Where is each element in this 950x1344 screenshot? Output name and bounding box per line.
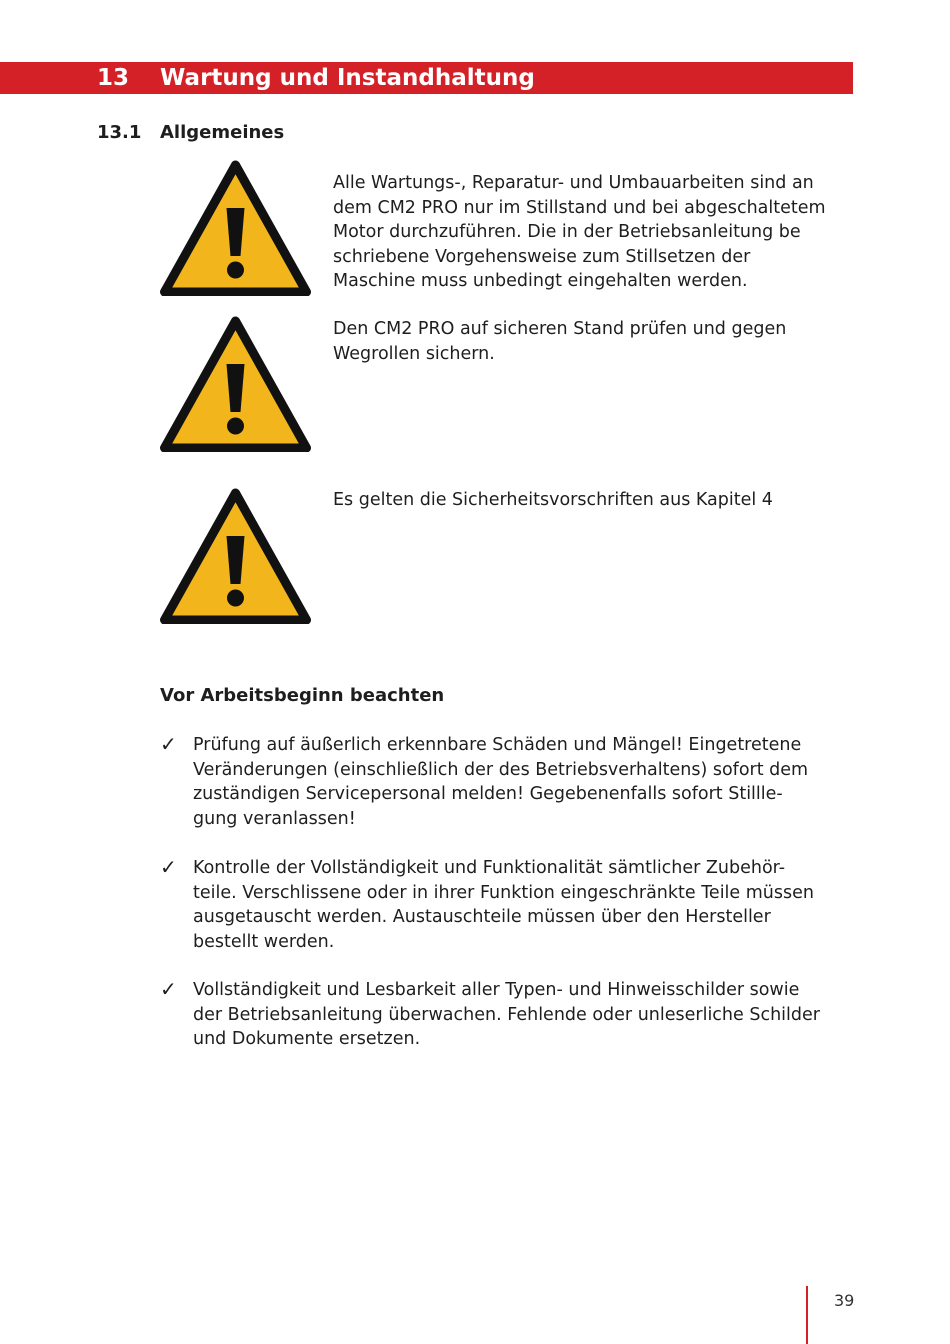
text-line: bestellt werden. xyxy=(193,931,335,952)
text-line: Motor durchzuführen. Die in der Betriebsanleitung be xyxy=(333,222,801,242)
text-line: Veränderungen (einschließlich der des Betriebsverhaltens) sofort dem xyxy=(193,759,809,780)
warning-triangle-icon xyxy=(160,160,311,296)
checkmark-icon: ✓ xyxy=(160,855,177,879)
text-line: Den CM2 PRO auf sicheren Stand prüfen und gegen xyxy=(333,319,787,339)
text-line: Prüfung auf äußerlich erkennbare Schäden und Mängel! Eingetretene xyxy=(193,735,802,755)
text-line: Maschine muss unbedingt eingehalten werden. xyxy=(333,271,748,291)
section-title: Allgemeines xyxy=(160,122,285,143)
text-line: zuständigen Servicepersonal melden! Gegebenenfalls sofort Stillle- xyxy=(193,784,783,804)
checkmark-icon: ✓ xyxy=(160,732,177,756)
text-line: dem CM2 PRO nur im Stillstand und bei abgeschaltetem xyxy=(333,197,826,218)
text-line: Kontrolle der Vollständigkeit und Funktionalität sämtlicher Zubehör- xyxy=(193,858,786,878)
section-number: 13.1 xyxy=(97,122,142,143)
text-line: der Betriebsanleitung überwachen. Fehlende oder unleserliche Schilder xyxy=(193,1004,820,1025)
text-line: Vollständigkeit und Lesbarkeit aller Typen- und Hinweisschilder sowie xyxy=(193,980,800,1000)
page-number: 39 xyxy=(834,1291,855,1310)
checkmark-icon: ✓ xyxy=(160,977,177,1001)
text-line: Wegrollen sichern. xyxy=(333,343,495,364)
checklist-item xyxy=(193,733,858,831)
text-line: Es gelten die Sicherheitsvorschriften aus Kapitel 4 xyxy=(333,490,773,510)
text-line: teile. Verschlissene oder in ihrer Funktion eingeschränkte Teile müssen xyxy=(193,882,814,903)
page-number-rule xyxy=(806,1286,808,1344)
chapter-number: 13 xyxy=(97,65,130,91)
checklist-item xyxy=(193,856,858,954)
text-line: gung veranlassen! xyxy=(193,808,356,829)
checklist-item xyxy=(193,978,858,1052)
text-line: schriebene Vorgehensweise zum Stillsetzen der xyxy=(333,246,751,267)
text-line: und Dokumente ersetzen. xyxy=(193,1029,421,1049)
warning-triangle-icon xyxy=(160,488,311,624)
text-line: ausgetauscht werden. Austauschteile müssen über den Hersteller xyxy=(193,907,771,927)
checklist-heading: Vor Arbeitsbeginn beachten xyxy=(160,685,445,706)
warning-text-2 xyxy=(333,317,858,366)
text-line: Alle Wartungs-, Reparatur- und Umbauarbeiten sind an xyxy=(333,173,814,193)
warning-text-3 xyxy=(333,488,858,513)
chapter-title: Wartung und Instandhaltung xyxy=(160,65,535,91)
warning-text-1 xyxy=(333,171,858,294)
chapter-header-bar xyxy=(0,62,853,94)
warning-triangle-icon xyxy=(160,316,311,452)
